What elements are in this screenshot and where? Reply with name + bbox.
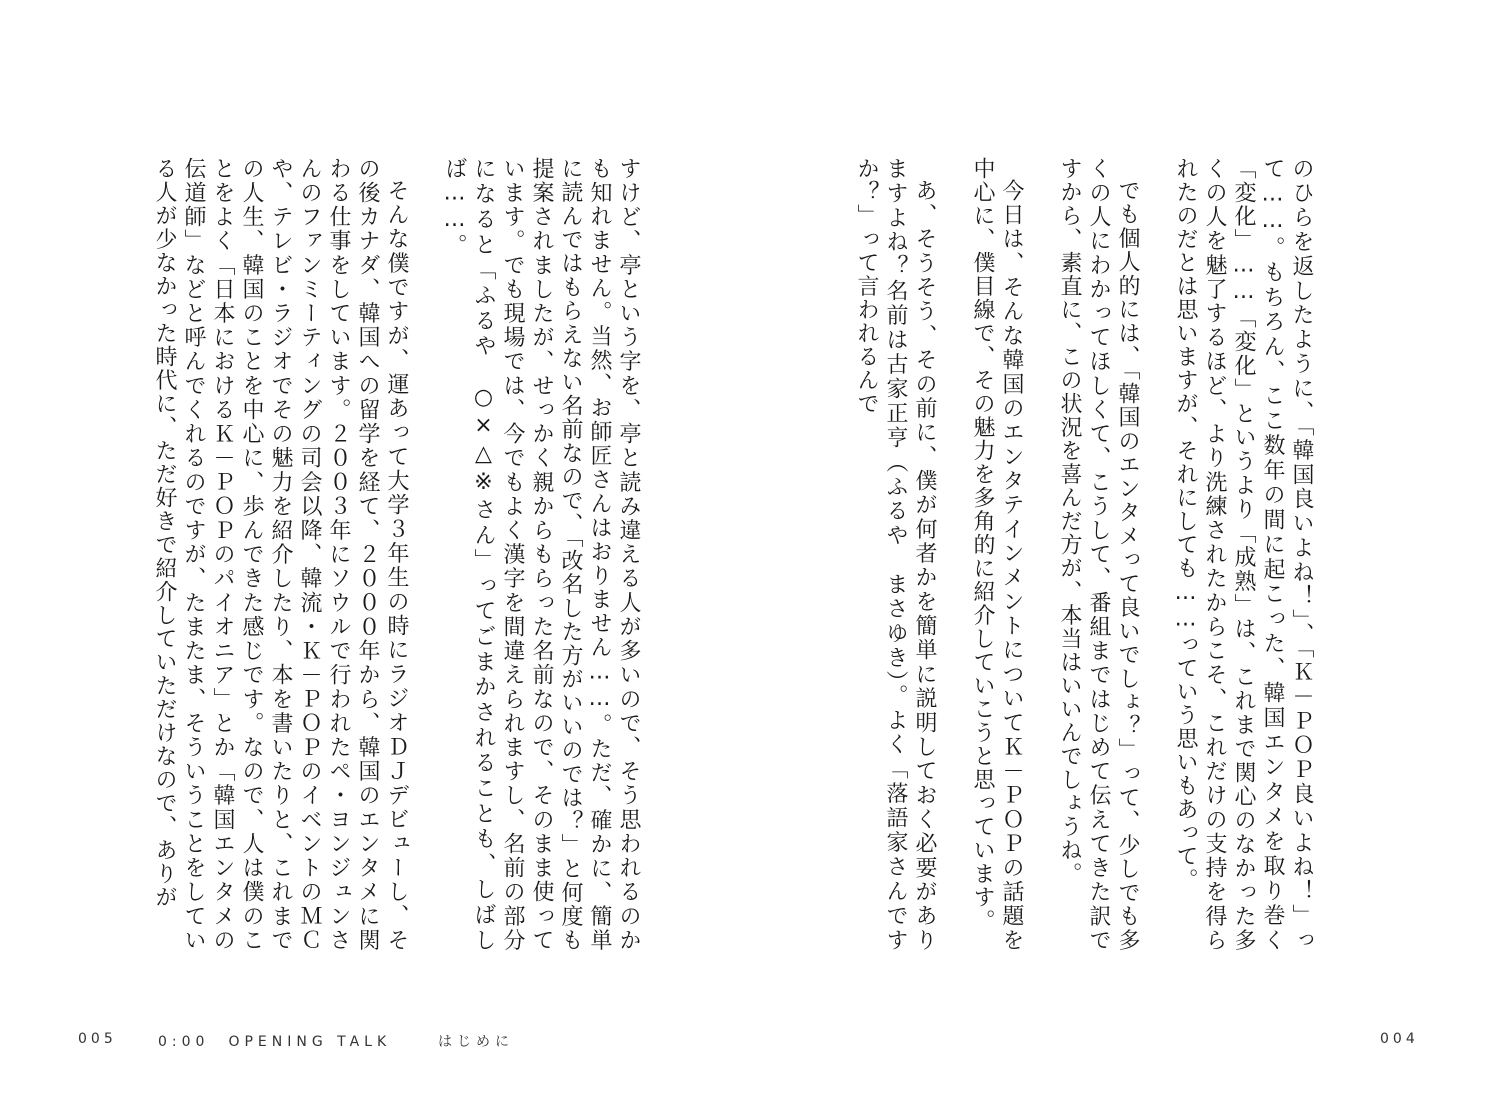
page-number-right: 004 [1380, 1031, 1419, 1047]
paragraph: そんな僕ですが、運あって大学３年生の時にラジオＤＪデビューし、その後カナダ、韓国への留学を経て、２０００年から、韓国のエンタメに関わる仕事をしています。２００３年にソウルで行われたペ・ヨンジュンさんのファンミーティングの司会以降、韓流・Ｋ－ＰＯＰのイベントのＭＣや、テレビ・ラジオでその魅力を紹介したり、本を書いたりと、これまでの人生、韓国のことを中心に、歩んできた感じです。なので、人は僕のことをよく「日本におけるＫ－ＰＯＰのパイオニア」とか「韓国エンタメの伝道師」などと呼んでくれるのですが、たまたま、そういうことをしている人が少なかった時代に、ただ好きで紹介していただけなので、ありが [152, 157, 409, 953]
paragraph-gap [1142, 157, 1171, 952]
paragraph: のひらを返したように、「韓国良いよね！」、「Ｋ－ＰＯＰ良いよね！」って……。もちろん、ここ数年の間に起こった、韓国エンタメを取り巻く「変化」……「変化」というより「成熟」は、これまで関心のなかった多くの人を魅了するほど、より洗練されたからこそ、これだけの支持を得られたのだとは思いますが、それにしても……っていう思いもあって。 [1173, 157, 1314, 953]
left-page-body [78, 157, 643, 952]
right-page-body [854, 157, 1316, 953]
paragraph: 今日は、そんな韓国のエンタテインメントについてＫ－ＰＯＰの話題を中心に、僕目線で、その魅力を多角的に紹介していこうと思っています。 [970, 157, 1024, 952]
paragraph: あ、そうそう、その前に、僕が何者かを簡単に説明しておく必要がありますよね？名前は古家正亨（ふるや まさゆき）。よく「落語家さんですか？」って言われるんで [854, 157, 937, 952]
paragraph-gap [411, 157, 440, 952]
page-number-left: 005 [78, 1031, 117, 1047]
chapter-title: はじめに [438, 1034, 514, 1050]
chapter-label: 0:00 OPENING TALK [158, 1034, 392, 1050]
paragraph-gap [1026, 157, 1055, 952]
paragraph-gap [939, 157, 968, 952]
paragraph: でも個人的には、「韓国のエンタメって良いでしょ？」って、少しでも多くの人にわかってほしくて、こうして、番組まではじめて伝えてきた訳ですから、素直に、この状況を喜んだ方が、本当はいいんでしょうね。 [1057, 157, 1140, 952]
paragraph: すけど、亭という字を、亭と読み違える人が多いので、そう思われるのかも知れません。当然、お師匠さんはおりません……。ただ、確かに、簡単に読んではもらえない名前なので、「改名した方がいいのでは？」と何度も提案されましたが、せっかく親からもらった名前なので、そのまま使っています。でも現場では、今でもよく漢字を間違えられますし、名前の部分になると「ふるや ○×△※さん」ってごまかされることも、しばしば……。 [442, 157, 641, 952]
